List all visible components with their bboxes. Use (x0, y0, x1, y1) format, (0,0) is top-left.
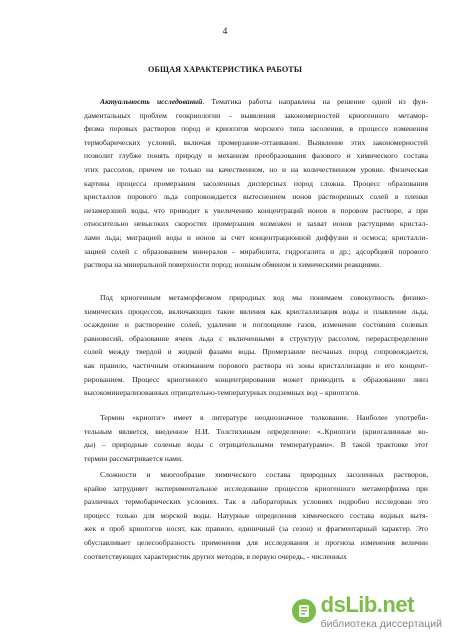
paragraph-1-line: зацией солей с образованием минералов - мирабилита, гидрогалита и др.; адсорбцией порового (84, 246, 428, 256)
paragraph-1-line: этих рассолов, причем не только на качественном, но и на количественном уровне. Физическая (84, 165, 428, 174)
paragraph-4-line: различных термобарических условиях. Так в лабораторных условиях подробно исследован это (84, 497, 428, 507)
paragraph-2-line: осаждение и растворение солей, удаление и поглощение газов, изменение состояния солевых (84, 320, 428, 330)
paragraph-4-line: обуславливает целесообразность применения для исследования и прогноза изменения величин (84, 538, 428, 547)
paragraph-4-line: жек и проб криопэгов носят, как правило, единичный (за сезон) и фрагментарный характер. Это (84, 524, 428, 534)
line-text: . Тематика работы направлена на решение одной из фун- (202, 97, 428, 106)
paragraph-3-line: ды) – природные соленые воды с отрицательными температурами». В такой трактовке этот (84, 440, 428, 450)
paragraph-1-line: кристаллов порового льда сопровождается вытеснением ионов растворенных солей в пленки (84, 192, 428, 202)
paragraph-1-line: лами льда; миграцией воды и ионов за счет концентрационной диффузии и осмоса; кристалли- (84, 233, 428, 242)
watermark-subtitle: библиотека диссертаций (320, 618, 442, 630)
paragraph-2-line: как правило, частичным отжиманием порового раствора из зоны кристаллизации и его концент- (84, 361, 428, 370)
watermark-logo-text: dsLib.net (320, 592, 414, 617)
paragraph-1-line: даментальных проблем геокриологии - выявления закономерностей криогенного метамор- (84, 110, 428, 120)
paragraph-1-line: позволит глубже понять природу и механизм преобразования фазового и химического состава (84, 151, 428, 161)
paragraph-2-line: солей между твердой и жидкой фазами воды. Промерзание песчаных пород сопровождается, (84, 347, 428, 357)
paragraph-1-line: раствора на минеральной поверхности пород; ионным обменом и химическими реакциями. (84, 260, 382, 270)
paragraph-2-line: химических процессов, включающих такие явления как кристаллизация воды и плавление льда, (84, 306, 428, 316)
paragraph-4-line: процесс только для морской воды. Натурные определения химического состава водных вытя- (84, 510, 428, 520)
paragraph-1-line: незамерзшей воды, что приводит к увеличению концентраций ионов в поровом растворе, а при (84, 205, 428, 215)
paragraph-3-line: Термин «криопэг» имеет в литературе неоднозначное толкование. Наиболее употреби- (100, 413, 428, 422)
watermark[interactable] (291, 592, 442, 630)
paragraph-3-line: тельным является, введенное Н.И. Толстихиным определение: «..Криопэги (криогалинные во- (84, 426, 428, 436)
paragraph-4-line: соответствующих характеристик других методов, в первую очередь, - численных (84, 551, 347, 561)
paragraph-2-line: Под криогенным метаморфизмом природных вод мы понимаем совокупность физико- (100, 293, 428, 302)
paragraph-1-line: картина процесса промерзания засоленных дисперсных пород сложна. Процесс образования (84, 178, 428, 188)
page-number: 4 (222, 27, 228, 37)
dslib-logo-icon (291, 598, 317, 624)
paragraph-2-line: рированием. Процесс криогенного концентрирования может приводить к образованию линз (84, 374, 428, 384)
paragraph-1-line: физма поровых растворов пород и криопэгов морского типа засоления, в процессе изменения (84, 124, 428, 134)
paragraph-4-line: крайне затрудняет экспериментальное исследование процессов криогенного метаморфизма при (84, 483, 428, 493)
section-lead-term: Актуальность исследований (100, 97, 203, 106)
paragraph-2-line: равновесий, образование ячеек льда с включенными в структуру рассолом, перераспределение (84, 333, 428, 343)
paragraph-1-line: относительно невысоких скоростях промерзания возможен и захват ионов растущими кристал- (84, 219, 428, 229)
paragraph-3-line: термин рассматривается нами. (84, 453, 183, 463)
paragraph-1-line (100, 97, 428, 106)
paragraph-1-line: термобарических условий, включая промерзание-оттаивание. Выявление этих закономерностей (84, 137, 428, 147)
paragraph-2-line: высокоминерализованных отрицательно-температурных подземных вод – криопэгов. (84, 388, 360, 398)
paragraph-4-line: Сложности и многообразие химического состава природных засоленных растворов, (100, 470, 428, 479)
section-title: ОБЩАЯ ХАРАКТЕРИСТИКА РАБОТЫ (148, 65, 302, 74)
